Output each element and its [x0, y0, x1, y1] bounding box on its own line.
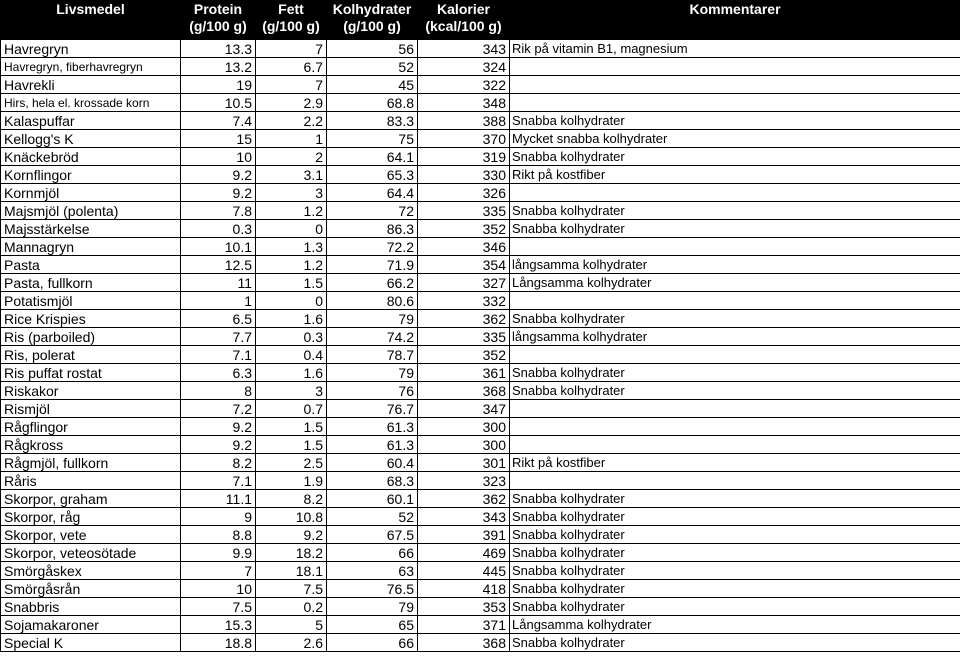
cell-kolhydrater: 64.4 — [327, 184, 418, 202]
cell-protein: 1 — [181, 292, 256, 310]
cell-fett: 1.2 — [256, 202, 327, 220]
cell-kolhydrater: 56 — [327, 40, 418, 58]
table-row — [1, 202, 960, 220]
table-row — [1, 40, 960, 58]
cell-livsmedel: Pasta, fullkorn — [1, 274, 181, 292]
cell-kolhydrater: 75 — [327, 130, 418, 148]
cell-kolhydrater: 64.1 — [327, 148, 418, 166]
cell-fett: 3.1 — [256, 166, 327, 184]
cell-livsmedel: Sojamakaroner — [1, 616, 181, 634]
cell-kommentar — [510, 346, 960, 364]
cell-livsmedel: Rågflingor — [1, 418, 181, 436]
cell-protein: 18.8 — [181, 634, 256, 652]
table-row — [1, 382, 960, 400]
cell-livsmedel: Skorpor, råg — [1, 508, 181, 526]
cell-kolhydrater: 74.2 — [327, 328, 418, 346]
cell-kalorier: 335 — [418, 202, 510, 220]
cell-livsmedel: Kellogg's K — [1, 130, 181, 148]
cell-fett: 1 — [256, 130, 327, 148]
table-row — [1, 238, 960, 256]
table-row — [1, 454, 960, 472]
cell-kommentar: Snabba kolhydrater — [510, 148, 960, 166]
cell-protein: 0.3 — [181, 220, 256, 238]
cell-protein: 9.2 — [181, 436, 256, 454]
cell-protein: 7.4 — [181, 112, 256, 130]
cell-kalorier: 324 — [418, 58, 510, 76]
table-row — [1, 148, 960, 166]
table-body — [1, 40, 960, 652]
cell-protein: 9 — [181, 508, 256, 526]
cell-fett: 2.5 — [256, 454, 327, 472]
cell-livsmedel: Rismjöl — [1, 400, 181, 418]
table-row — [1, 310, 960, 328]
cell-protein: 8.2 — [181, 454, 256, 472]
cell-kolhydrater: 66.2 — [327, 274, 418, 292]
cell-kalorier: 347 — [418, 400, 510, 418]
cell-fett: 0.2 — [256, 598, 327, 616]
cell-livsmedel: Rice Krispies — [1, 310, 181, 328]
cell-protein: 9.2 — [181, 418, 256, 436]
table-row — [1, 328, 960, 346]
table-row — [1, 112, 960, 130]
cell-kolhydrater: 60.1 — [327, 490, 418, 508]
cell-kommentar: Snabba kolhydrater — [510, 634, 960, 652]
cell-kommentar: Snabba kolhydrater — [510, 526, 960, 544]
cell-protein: 7.1 — [181, 472, 256, 490]
cell-kalorier: 346 — [418, 238, 510, 256]
cell-kalorier: 371 — [418, 616, 510, 634]
cell-kalorier: 469 — [418, 544, 510, 562]
table-row — [1, 166, 960, 184]
cell-kolhydrater: 76 — [327, 382, 418, 400]
cell-kalorier: 354 — [418, 256, 510, 274]
cell-kalorier: 322 — [418, 76, 510, 94]
cell-livsmedel: Ris, polerat — [1, 346, 181, 364]
cell-kommentar: Snabba kolhydrater — [510, 544, 960, 562]
cell-livsmedel: Snabbris — [1, 598, 181, 616]
table-row — [1, 526, 960, 544]
cell-kolhydrater: 79 — [327, 310, 418, 328]
cell-kommentar: Snabba kolhydrater — [510, 364, 960, 382]
cell-kommentar: Mycket snabba kolhydrater — [510, 130, 960, 148]
cell-fett: 9.2 — [256, 526, 327, 544]
cell-livsmedel: Kalaspuffar — [1, 112, 181, 130]
cell-fett: 0 — [256, 292, 327, 310]
cell-kommentar — [510, 238, 960, 256]
cell-kalorier: 348 — [418, 94, 510, 112]
header-fett — [256, 1, 327, 40]
cell-fett: 1.5 — [256, 418, 327, 436]
cell-fett: 6.7 — [256, 58, 327, 76]
cell-kommentar: långsamma kolhydrater — [510, 256, 960, 274]
cell-kommentar: Rikt på kostfiber — [510, 166, 960, 184]
cell-protein: 13.2 — [181, 58, 256, 76]
cell-livsmedel: Mannagryn — [1, 238, 181, 256]
cell-kommentar — [510, 58, 960, 76]
cell-protein: 9.9 — [181, 544, 256, 562]
table-row — [1, 364, 960, 382]
header-kolhydrater — [327, 1, 418, 40]
cell-kommentar: Snabba kolhydrater — [510, 382, 960, 400]
cell-livsmedel: Riskakor — [1, 382, 181, 400]
cell-kommentar: Snabba kolhydrater — [510, 490, 960, 508]
cell-kolhydrater: 72 — [327, 202, 418, 220]
cell-fett: 3 — [256, 184, 327, 202]
cell-fett: 2.6 — [256, 634, 327, 652]
cell-protein: 9.2 — [181, 166, 256, 184]
header-kolhydrater-title: Kolhydrater — [332, 1, 412, 17]
table-row — [1, 256, 960, 274]
table-row — [1, 76, 960, 94]
cell-kolhydrater: 80.6 — [327, 292, 418, 310]
cell-kalorier: 368 — [418, 634, 510, 652]
cell-fett: 18.1 — [256, 562, 327, 580]
cell-kalorier: 301 — [418, 454, 510, 472]
cell-fett: 2 — [256, 148, 327, 166]
cell-kalorier: 388 — [418, 112, 510, 130]
cell-kolhydrater: 66 — [327, 544, 418, 562]
table-row — [1, 220, 960, 238]
cell-kolhydrater: 83.3 — [327, 112, 418, 130]
cell-protein: 7.7 — [181, 328, 256, 346]
cell-livsmedel: Knäckebröd — [1, 148, 181, 166]
cell-kalorier: 361 — [418, 364, 510, 382]
table-row — [1, 274, 960, 292]
cell-kalorier: 300 — [418, 436, 510, 454]
cell-kolhydrater: 78.7 — [327, 346, 418, 364]
cell-kolhydrater: 52 — [327, 58, 418, 76]
cell-protein: 7 — [181, 562, 256, 580]
cell-fett: 5 — [256, 616, 327, 634]
cell-kolhydrater: 68.3 — [327, 472, 418, 490]
cell-kolhydrater: 65 — [327, 616, 418, 634]
cell-fett: 1.3 — [256, 238, 327, 256]
cell-kolhydrater: 52 — [327, 508, 418, 526]
cell-kommentar: Snabba kolhydrater — [510, 310, 960, 328]
table-row — [1, 616, 960, 634]
cell-kommentar — [510, 292, 960, 310]
cell-livsmedel: Majsmjöl (polenta) — [1, 202, 181, 220]
cell-fett: 0.4 — [256, 346, 327, 364]
cell-kolhydrater: 79 — [327, 364, 418, 382]
cell-livsmedel: Rågkross — [1, 436, 181, 454]
cell-kalorier: 343 — [418, 508, 510, 526]
cell-kommentar: Snabba kolhydrater — [510, 562, 960, 580]
cell-kalorier: 352 — [418, 220, 510, 238]
cell-protein: 19 — [181, 76, 256, 94]
header-protein-unit: (g/100 g) — [189, 18, 247, 34]
cell-fett: 0.3 — [256, 328, 327, 346]
cell-kolhydrater: 72.2 — [327, 238, 418, 256]
cell-livsmedel: Smörgåsrån — [1, 580, 181, 598]
cell-kommentar — [510, 472, 960, 490]
header-kolhydrater-unit: (g/100 g) — [343, 18, 401, 34]
cell-fett: 1.9 — [256, 472, 327, 490]
cell-kommentar: Rik på vitamin B1, magnesium — [510, 40, 960, 58]
cell-livsmedel: Rågmjöl, fullkorn — [1, 454, 181, 472]
cell-protein: 8 — [181, 382, 256, 400]
cell-protein: 7.5 — [181, 598, 256, 616]
cell-fett: 1.5 — [256, 274, 327, 292]
cell-kalorier: 330 — [418, 166, 510, 184]
cell-kommentar — [510, 94, 960, 112]
cell-kalorier: 418 — [418, 580, 510, 598]
header-protein-title: Protein — [193, 1, 243, 17]
cell-kalorier: 445 — [418, 562, 510, 580]
cell-livsmedel: Potatismjöl — [1, 292, 181, 310]
cell-fett: 8.2 — [256, 490, 327, 508]
cell-kommentar — [510, 184, 960, 202]
cell-fett: 7.5 — [256, 580, 327, 598]
cell-fett: 1.2 — [256, 256, 327, 274]
cell-kolhydrater: 61.3 — [327, 436, 418, 454]
cell-kommentar: Snabba kolhydrater — [510, 202, 960, 220]
cell-kolhydrater: 86.3 — [327, 220, 418, 238]
cell-protein: 10.1 — [181, 238, 256, 256]
cell-kalorier: 343 — [418, 40, 510, 58]
cell-livsmedel: Majsstärkelse — [1, 220, 181, 238]
table-row — [1, 130, 960, 148]
cell-protein: 7.1 — [181, 346, 256, 364]
header-row — [1, 1, 960, 40]
cell-kalorier: 362 — [418, 490, 510, 508]
table-row — [1, 94, 960, 112]
cell-protein: 7.8 — [181, 202, 256, 220]
cell-kalorier: 391 — [418, 526, 510, 544]
cell-fett: 1.6 — [256, 364, 327, 382]
cell-protein: 10 — [181, 148, 256, 166]
cell-livsmedel: Special K — [1, 634, 181, 652]
header-kalorier — [418, 1, 510, 40]
header-fett-unit: (g/100 g) — [262, 18, 320, 34]
cell-kolhydrater: 45 — [327, 76, 418, 94]
cell-protein: 11 — [181, 274, 256, 292]
cell-kalorier: 300 — [418, 418, 510, 436]
table-row — [1, 472, 960, 490]
table-row — [1, 58, 960, 76]
cell-livsmedel: Kornmjöl — [1, 184, 181, 202]
cell-protein: 7.2 — [181, 400, 256, 418]
cell-fett: 10.8 — [256, 508, 327, 526]
cell-kommentar: Snabba kolhydrater — [510, 598, 960, 616]
cell-kommentar — [510, 400, 960, 418]
cell-livsmedel: Råris — [1, 472, 181, 490]
table-header — [1, 1, 960, 40]
header-kommentarer: Kommentarer — [510, 1, 960, 40]
cell-protein: 15 — [181, 130, 256, 148]
cell-kommentar: Snabba kolhydrater — [510, 580, 960, 598]
cell-kommentar: Långsamma kolhydrater — [510, 616, 960, 634]
cell-livsmedel: Skorpor, veteosötade — [1, 544, 181, 562]
cell-livsmedel: Pasta — [1, 256, 181, 274]
table-row — [1, 544, 960, 562]
cell-kommentar — [510, 418, 960, 436]
header-protein — [181, 1, 256, 40]
cell-kommentar: Snabba kolhydrater — [510, 220, 960, 238]
table-row — [1, 346, 960, 364]
cell-fett: 0 — [256, 220, 327, 238]
cell-kolhydrater: 65.3 — [327, 166, 418, 184]
table-row — [1, 580, 960, 598]
cell-fett: 1.5 — [256, 436, 327, 454]
cell-kolhydrater: 79 — [327, 598, 418, 616]
table-row — [1, 562, 960, 580]
cell-livsmedel: Skorpor, vete — [1, 526, 181, 544]
cell-kommentar: långsamma kolhydrater — [510, 328, 960, 346]
cell-fett: 7 — [256, 40, 327, 58]
cell-livsmedel: Ris puffat rostat — [1, 364, 181, 382]
cell-kolhydrater: 60.4 — [327, 454, 418, 472]
cell-livsmedel: Hirs, hela el. krossade korn — [1, 94, 181, 112]
cell-fett: 1.6 — [256, 310, 327, 328]
cell-livsmedel: Ris (parboiled) — [1, 328, 181, 346]
cell-protein: 6.3 — [181, 364, 256, 382]
cell-kalorier: 319 — [418, 148, 510, 166]
cell-kommentar: Snabba kolhydrater — [510, 508, 960, 526]
cell-fett: 3 — [256, 382, 327, 400]
cell-kalorier: 335 — [418, 328, 510, 346]
cell-kalorier: 353 — [418, 598, 510, 616]
cell-kalorier: 362 — [418, 310, 510, 328]
cell-protein: 15.3 — [181, 616, 256, 634]
cell-kolhydrater: 76.5 — [327, 580, 418, 598]
table-row — [1, 400, 960, 418]
cell-kolhydrater: 61.3 — [327, 418, 418, 436]
cell-kolhydrater: 71.9 — [327, 256, 418, 274]
cell-kommentar: Snabba kolhydrater — [510, 112, 960, 130]
cell-kalorier: 370 — [418, 130, 510, 148]
cell-kalorier: 326 — [418, 184, 510, 202]
cell-kolhydrater: 63 — [327, 562, 418, 580]
cell-protein: 8.8 — [181, 526, 256, 544]
cell-fett: 0.7 — [256, 400, 327, 418]
cell-kalorier: 332 — [418, 292, 510, 310]
cell-livsmedel: Kornflingor — [1, 166, 181, 184]
cell-protein: 13.3 — [181, 40, 256, 58]
cell-kolhydrater: 66 — [327, 634, 418, 652]
cell-kommentar — [510, 76, 960, 94]
cell-kolhydrater: 68.8 — [327, 94, 418, 112]
cell-fett: 2.9 — [256, 94, 327, 112]
cell-kalorier: 323 — [418, 472, 510, 490]
cell-fett: 18.2 — [256, 544, 327, 562]
cell-kalorier: 327 — [418, 274, 510, 292]
cell-kolhydrater: 67.5 — [327, 526, 418, 544]
cell-livsmedel: Skorpor, graham — [1, 490, 181, 508]
cell-livsmedel: Havregryn, fiberhavregryn — [1, 58, 181, 76]
cell-livsmedel: Havrekli — [1, 76, 181, 94]
cell-protein: 10 — [181, 580, 256, 598]
header-kalorier-title: Kalorier — [437, 1, 490, 17]
cell-protein: 12.5 — [181, 256, 256, 274]
table-row — [1, 508, 960, 526]
cell-kommentar: Långsamma kolhydrater — [510, 274, 960, 292]
cell-protein: 6.5 — [181, 310, 256, 328]
header-kalorier-unit: (kcal/100 g) — [425, 18, 502, 34]
cell-protein: 11.1 — [181, 490, 256, 508]
cell-kommentar — [510, 436, 960, 454]
cell-livsmedel: Smörgåskex — [1, 562, 181, 580]
cell-kalorier: 368 — [418, 382, 510, 400]
cell-kalorier: 352 — [418, 346, 510, 364]
cell-kommentar: Rikt på kostfiber — [510, 454, 960, 472]
table-row — [1, 598, 960, 616]
cell-fett: 7 — [256, 76, 327, 94]
cell-protein: 10.5 — [181, 94, 256, 112]
cell-protein: 9.2 — [181, 184, 256, 202]
table-row — [1, 184, 960, 202]
table-row — [1, 436, 960, 454]
cell-kolhydrater: 76.7 — [327, 400, 418, 418]
table-row — [1, 490, 960, 508]
table-row — [1, 292, 960, 310]
table-row — [1, 634, 960, 652]
header-livsmedel: Livsmedel — [1, 1, 181, 40]
cell-livsmedel: Havregryn — [1, 40, 181, 58]
cell-fett: 2.2 — [256, 112, 327, 130]
table-row — [1, 418, 960, 436]
header-fett-title: Fett — [278, 1, 304, 17]
